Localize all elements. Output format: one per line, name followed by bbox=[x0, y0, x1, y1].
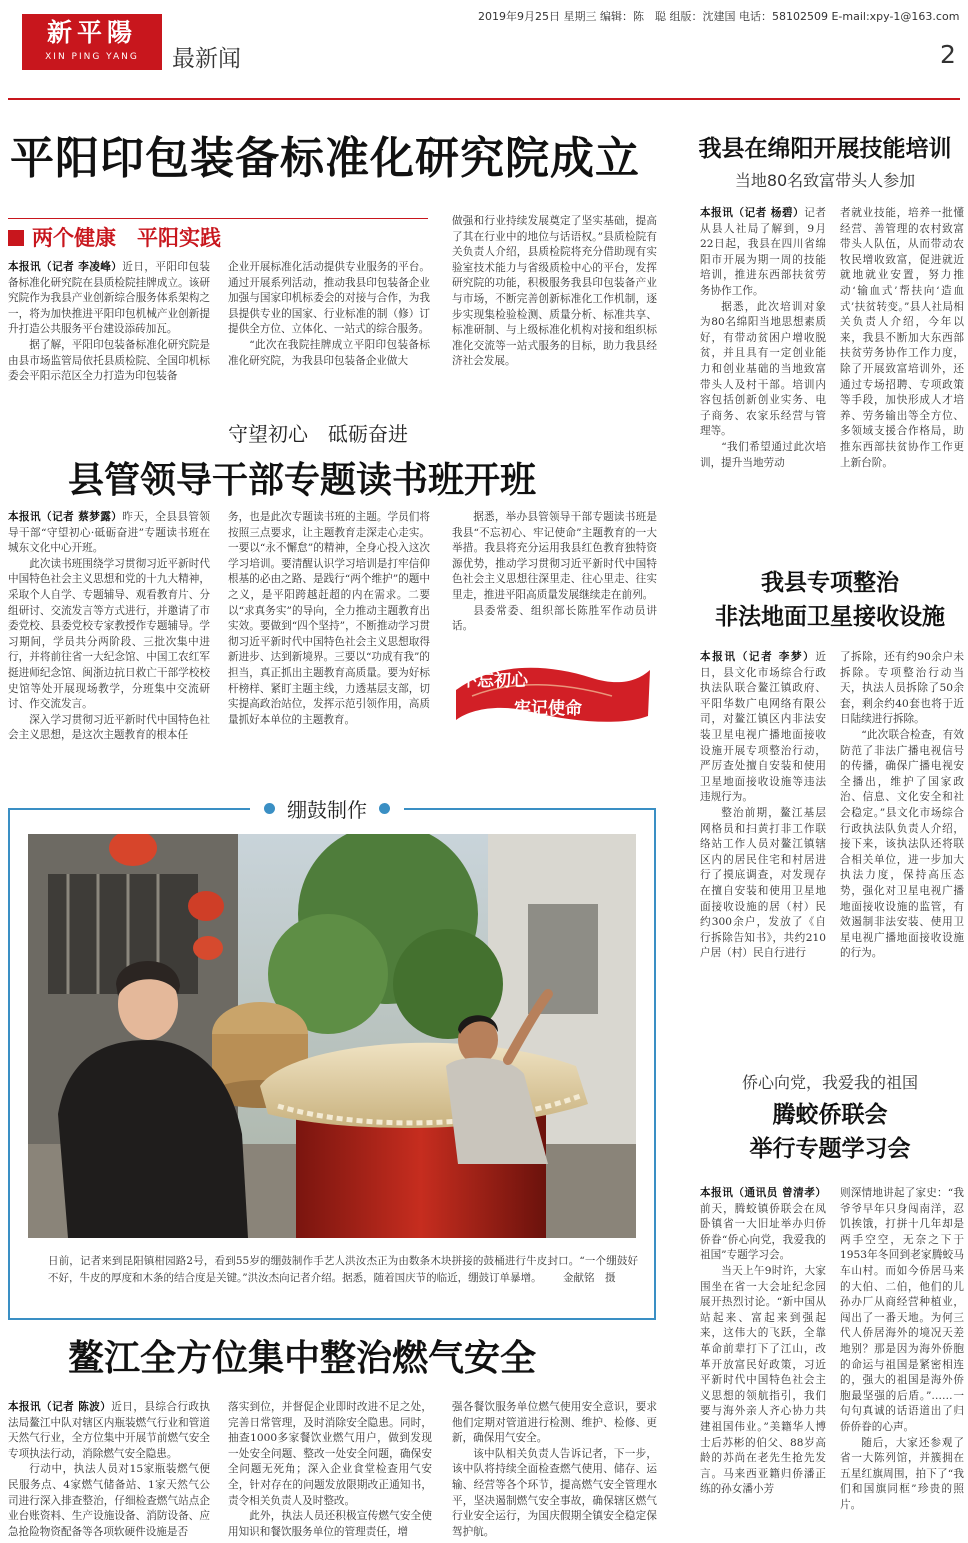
right3-column-1 bbox=[700, 1186, 826, 1540]
story2-column-2 bbox=[228, 510, 430, 746]
logo-subtitle: XIN PING YANG bbox=[45, 52, 139, 62]
story2-col3b-text: 县委常委、组织部长陈胜军作动员讲话。 bbox=[452, 604, 657, 633]
right3-headline-line1: 腾蛟侨联会 bbox=[772, 1102, 888, 1128]
story2-column-3 bbox=[452, 510, 657, 636]
story3-headline: 鳌江全方位集中整治燃气安全 bbox=[68, 1338, 537, 1379]
right3-headline bbox=[680, 1098, 968, 1166]
right3-col2-text: 则深情地讲起了家史：“我爷爷早年只身闯南洋，忍饥挨饿，打拼十几年却是两手空空，无奈之下于1953年冬回到老家腾蛟马车山村。而如今侨居马来的大伯、二伯，他们的儿孙办厂从商经营种植业，闯出了一番天地。为何三代人侨居海外的境况天差地别？那是因为海外侨胞的命运与祖国是紧密相连的，强大的祖国是海外侨胞最坚强的后盾。”……一句句真诚的话语道出了归侨侨眷的心声。 bbox=[840, 1187, 964, 1433]
lantern-2 bbox=[188, 891, 224, 921]
right1-column-2 bbox=[840, 206, 964, 496]
photo-story-title-bar bbox=[250, 795, 404, 821]
story1-subhead bbox=[8, 222, 221, 252]
right1-col1c-text: “我们希望通过此次培训，提升当地劳动 bbox=[700, 440, 826, 469]
photo-story-title: 绷鼓制作 bbox=[287, 797, 367, 822]
story1-col2b-text: “此次在我院挂牌成立平阳印包装备标准化研究院，为我县印包装备企业做大 bbox=[228, 338, 430, 367]
right3-col1b-text: 当天上午9时许，大家围坐在省一大会址纪念园展开热烈讨论。“新中国从站起来、富起来到强起来，这伟大的飞跃，全靠革命前辈打下了江山，改革开放富民好政策，习近平新时代中国特色社会主义思想的领航指引，我们要与海外亲人齐心协力共建祖国伟业。”美籍华人博士后苏彬的伯父、88岁高龄的苏尚在老先生抢先发言。马来西亚籍归侨潘正练的孙女潘小芳 bbox=[700, 1264, 826, 1496]
story2-col2-text: 务，也是此次专题读书班的主题。学员们将按照三点要求，让主题教育走深走心走实。一要以“永不懈怠”的精神，全身心投入这次学习培训。要清醒认识学习培训是打牢信仰根基的必由之路、是践行“两个维护”的题中之义，是平阳跨越赶超的内在需求。二要以“求真务实”的导向，全力推动主题教育出实效。要做到“四个坚持”，不断推动学习贯彻习近平新时代中国特色社会主义思想取得新进步、达到新境界。三要以“功成有我”的担当，真正抓出主题教育高质量。要为好标杆榜样、紧盯主题主线，力透基层支部，切实提高政治站位，发挥示范引领作用，高质量抓好本单位的主题教育。 bbox=[228, 511, 430, 726]
masthead-divider bbox=[8, 98, 960, 100]
story2-headline: 县管领导干部专题读书班开班 bbox=[68, 460, 537, 501]
story2-col3-text: 据悉，举办县管领导干部专题读书班是我县“不忘初心、牢记使命”主题教育的一大举措。我县将充分运用我县红色教育独特资源优势，推动学习贯彻习近平新时代中国特色社会主义思想往深里走、往心里走、往实里走，推进平阳高质量发展继续走在前列。 bbox=[452, 511, 657, 601]
right1-byline: 本报讯（记者 杨碧） bbox=[700, 207, 805, 219]
story2-col1c-text: 深入学习贯彻习近平新时代中国特色社会主义思想，是这次主题教育的根本任 bbox=[8, 713, 210, 742]
right2-col2b-text: “此次联合检查，有效防范了非法广播电视信号的传播，确保广播电视安全播出，维护了国家政治、信息、文化安全和社会稳定。”县文化市场综合行政执法队负责人介绍，接下来，该执法队还将联合相关单位，进一步加大执法力度，保持高压态势，强化对卫星电视广播地面接收设施的监管，有效遏制非法安装、使用卫星电视广播地面接收设施的行为。 bbox=[840, 728, 964, 960]
story1-col2-text: 企业开展标准化活动提供专业服务的平台。通过开展系列活动，推动我县印包装备企业加强与国家印机标委会的对接与合作，为我县提供专业的国家、行业标准的制（修）订提供全方位、立体化、一站式的综合服务。 bbox=[228, 261, 430, 336]
story1-subhead-text: 两个健康 平阳实践 bbox=[32, 226, 221, 250]
right3-headline-line2: 举行专题学习会 bbox=[749, 1136, 911, 1162]
photo-caption-text: 日前，记者来到昆阳镇柑园路2号，看到55岁的绷鼓制作手艺人洪汝杰正为由数条木块拼接的鼓桶进行牛皮封口。“一个绷鼓好不好，牛皮的厚度和木条的结合度是关键。”洪汝杰向记者介绍。据悉，随着国庆节的临近，绷鼓订单暴增。 bbox=[48, 1255, 638, 1284]
right1-col1b-text: 据悉，此次培训对象为80名绵阳当地思想素质好，有带动贫困户增收脱贫，并且具有一定创业能力和创业基础的当地致富带头人及村干部。培训内容包括创新创业实务、电子商务、农家乐经营与管理等。 bbox=[700, 300, 826, 438]
right2-byline: 本报讯（记者 李梦） bbox=[700, 651, 816, 663]
right2-headline bbox=[680, 566, 968, 634]
story1-byline: 本报讯（记者 李凌峰） bbox=[8, 261, 123, 273]
story1-headline: 平阳印包装备标准化研究院成立 bbox=[10, 133, 640, 184]
ribbon-line-1: 不忘初心 bbox=[460, 671, 528, 691]
logo-title: 新平陽 bbox=[46, 18, 137, 47]
right2-column-2 bbox=[840, 650, 964, 990]
page-number: 2 bbox=[940, 40, 956, 69]
right2-headline-line1: 我县专项整治 bbox=[761, 570, 899, 596]
story2-column-1 bbox=[8, 510, 210, 746]
right1-headline: 我县在绵阳开展技能培训 bbox=[698, 136, 952, 162]
slogan-ribbon-graphic bbox=[452, 656, 652, 728]
right3-byline: 本报讯（通讯员 曾清孝） bbox=[700, 1187, 826, 1199]
story3-col3-text: 强各餐饮服务单位燃气使用安全意识，要求他们定期对管道进行检测、维护、检修、更新，确保用气安全。 bbox=[452, 1401, 657, 1445]
ribbon-line-2: 牢记使命 bbox=[514, 699, 582, 719]
story1-column-2 bbox=[228, 260, 430, 385]
story3-column-3 bbox=[452, 1400, 657, 1540]
blue-dot-icon bbox=[264, 803, 275, 814]
blue-dot-icon bbox=[379, 803, 390, 814]
right3-col2b-text: 随后，大家还参观了省一大陈列馆，并簇拥在五星红旗周围，拍下了“我们和国旗同框”珍贵的照片。 bbox=[840, 1436, 964, 1511]
right3-col1-text: 前天，腾蛟镇侨联会在凤卧镇省一大旧址举办归侨侨眷“侨心向党，我爱我的祖国”专题学习会。 bbox=[700, 1202, 826, 1262]
story3-col1b-text: 行动中，执法人员对15家瓶装燃气便民服务点、4家燃气储备站、1家天然气公司进行深入排查整治，仔细检查燃气站点企业台账资料、生产设施设备、消防设备、应急抢险物资配备等各项软硬件设施是否 bbox=[8, 1463, 210, 1538]
story1-column-1 bbox=[8, 260, 210, 385]
right1-subhead: 当地80名致富带头人参加 bbox=[734, 171, 916, 190]
drum-making-photo bbox=[28, 834, 636, 1238]
right1-col1-text: 记者从县人社局了解到，9月22日起，我县在四川省绵阳市开展为期一周的技能培训，推进东西部扶贫劳务协作工作。 bbox=[700, 207, 826, 297]
right2-col2-text: 了拆除，还有约90余户未拆除。专项整治行动当天，执法人员拆除了50余套，剩余约40套也将于近日陆续进行拆除。 bbox=[840, 651, 964, 726]
photo-caption bbox=[48, 1253, 638, 1287]
story2-pre-title: 守望初心 砥砺奋进 bbox=[228, 422, 408, 446]
section-label: 最新闻 bbox=[172, 46, 241, 72]
red-square-bullet bbox=[8, 230, 24, 246]
photo-credit: 金献铭 摄 bbox=[562, 1272, 616, 1284]
story1-subhead-rule bbox=[8, 218, 428, 219]
story3-col1-text: 近日，县综合行政执法局鳌江中队对辖区内瓶装燃气行业和管道天然气行业，全方位集中开展节前燃气安全专项执法行动，消除燃气安全隐患。 bbox=[8, 1401, 210, 1460]
right2-headline-line2: 非法地面卫星接收设施 bbox=[715, 604, 945, 630]
right2-col1-text: 近日，县文化市场综合行政执法队联合鳌江镇政府、平阳华数广电网络有限公司，对鳌江镇区内非法安装卫星电视广播地面接收设施开展专项整治行动，严厉查处擅自安装和使用卫星地面接收设施等违法违规行为。 bbox=[700, 651, 826, 804]
story3-column-1 bbox=[8, 1400, 210, 1540]
story3-col2b-text: 此外，执法人员还积极宣传燃气安全使用知识和餐饮服务单位的管理责任，增 bbox=[228, 1510, 432, 1538]
right1-column-1 bbox=[700, 206, 826, 496]
story1-col1b-text: 据了解，平阳印包装备标准化研究院是由县市场监管局依托县质检院、全国印机标委会平阳示范区全力打造为印包装备 bbox=[8, 338, 210, 383]
story2-col1-text: 昨天，全县县管领导干部“守望初心·砥砺奋进”专题读书班在城东文化中心开班。 bbox=[8, 511, 210, 555]
story3-byline: 本报讯（记者 陈波） bbox=[8, 1401, 112, 1413]
story3-column-2 bbox=[228, 1400, 432, 1540]
right2-column-1 bbox=[700, 650, 826, 1002]
story3-col2-text: 落实到位，并督促企业即时改进不足之处，完善日常管理，及时消除安全隐患。同时，抽查1000多家餐饮业燃气用户，做到发现一处安全问题、整改一处安全问题，确保安全问题无死角；深入企业食堂检查用气安全，针对存在的问题发放限期改正通知书，责令相关负责人及时整改。 bbox=[228, 1401, 432, 1507]
building-right-window bbox=[528, 904, 598, 1014]
story1-col3-text: 做强和行业持续发展奠定了坚实基础，提高了其在行业中的地位与话语权。”县质检院有关负责人介绍，县质检院将充分借助现有实验室技术能力与省级质检中心的平台，发挥研究院的功能，积极服务我县印包装备产业与市场，不断完善创新标准化工作机制，逐步实现集检验检测、质量分析、标准共享、标准研制、与上级标准化机构对接和组织标准化交流等一站式服务的目标，助力我县经济社会发展。 bbox=[452, 215, 657, 368]
story2-col1b-text: 此次读书班围绕学习贯彻习近平新时代中国特色社会主义思想和党的十九大精神，采取个人自学、专题辅导、观看教育片、分组研讨、交流发言等方式进行，并邀请了市委党校、县委党校专家教授作专题辅导。学习期间，学员共分两阶段、三批次集中进行，并将前往省一大纪念馆、中国工农红军挺进师纪念馆、闽浙边抗日救亡干部学校校史馆等处开展现场教学，分班集中交流研讨、作交流发言。 bbox=[8, 557, 210, 711]
story1-column-3 bbox=[452, 214, 657, 386]
right3-pre-title: 侨心向党，我爱我的祖国 bbox=[741, 1073, 918, 1092]
story2-byline: 本报讯（记者 蔡梦露） bbox=[8, 511, 123, 523]
story1-col1-text: 近日，平阳印包装备标准化研究院在县质检院挂牌成立。该研究院作为我县产业创新综合服务体系架构之一，将为加快推进平阳印包机械产业创新提升打造公共服务平台建设添砖加瓦。 bbox=[8, 261, 210, 336]
right2-col1b-text: 整治前期，鳌江基层网格员和扫黄打非工作联络站工作人员对鳌江镇辖区内的居民住宅和村居进行了摸底调查，对发现存在擅自安装和使用卫星地面接收设施的居（村）民约300余户，发放了《自行拆除告知书》，共约210户居（村）民自行进行 bbox=[700, 806, 826, 960]
lantern-3 bbox=[193, 936, 223, 960]
right3-column-2 bbox=[840, 1186, 964, 1540]
issue-info: 2019年9月25日 星期三 编辑：陈 聪 组版：沈建国 电话：58102509 E-mail:xpy-1@163.com bbox=[478, 10, 960, 23]
newspaper-logo bbox=[22, 14, 162, 70]
right1-col2-text: 者就业技能，培养一批懂经营、善管理的农村致富带头人队伍，从而带动农牧民增收致富，促进就近就地就业安置，努力推动‘输血式’帮扶向‘造血式’扶贫转变。”县人社局相关负责人介绍，今年以来，我县不断加大东西部扶贫劳务协作工作力度，除了开展致富培训外，还通过专场招聘、专项政策等手段，加快形成人才培养、劳务输出等全方位、多领域支援合作格局，助推东西部扶贫协作工作更上新台阶。 bbox=[840, 207, 964, 469]
story3-col3b-text: 该中队相关负责人告诉记者，下一步，该中队将持续全面检查燃气使用、储存、运输、经营等各个环节，提高燃气安全管理水平，坚决遏制燃气安全事故，确保辖区燃气行业安全运行，为国庆假期全镇安全稳定保驾护航。 bbox=[452, 1447, 657, 1538]
